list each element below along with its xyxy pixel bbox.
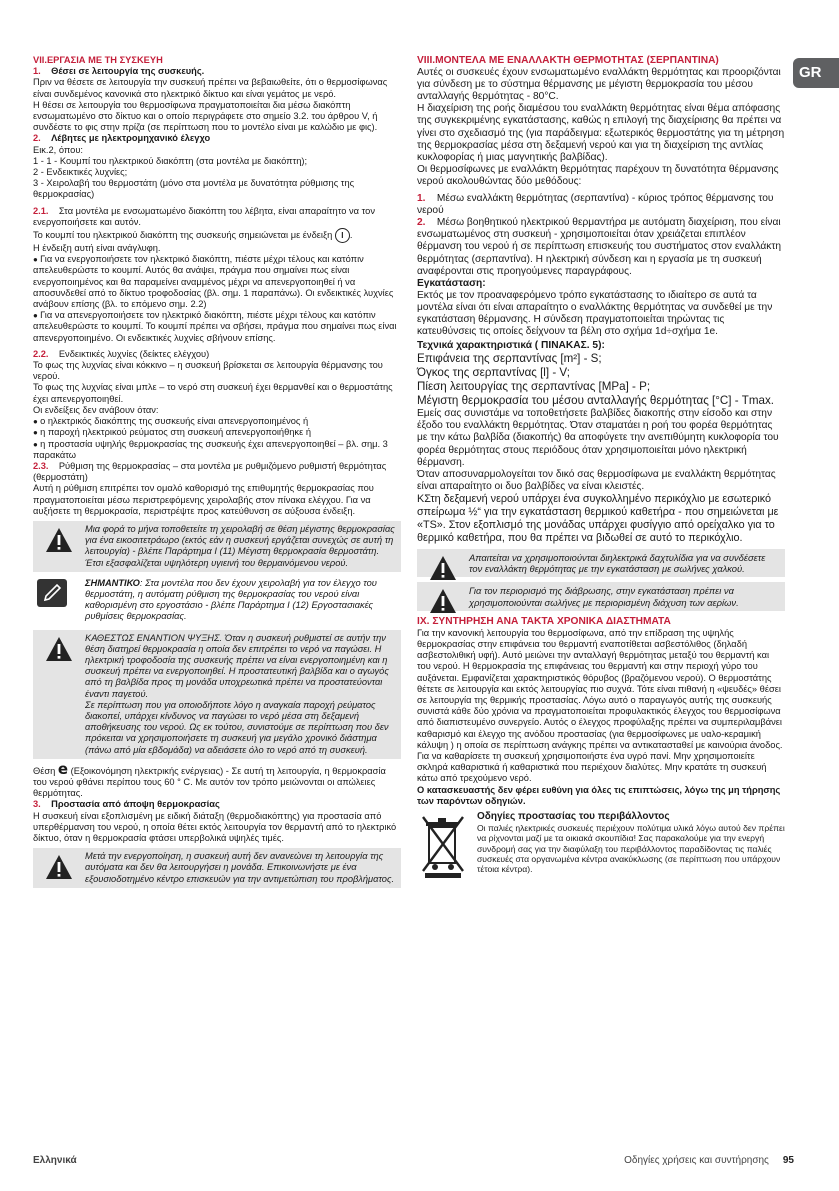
- warning-text: ΚΑΘΕΣΤΩΣ ΕΝΑΝΤΙΟΝ ΨΥΞΗΣ. Όταν η συσκευή ρυθμιστεί σε αυτήν την θέση διατηρεί θερμοκρασία η οποία δεν επιτρέπει το νερό να παγώσει. Η ηλεκτρική τροφοδοσία της συσκευής πρέπει να είναι ενεργοποιημένη και η συσκευή πρέπει να ενεργοποιηθεί. Η προστατευτική βαλβίδα και ο αγωγός από τη βαλβίδα προς τη μονάδα υποχρεωτικά πρέπει να προστατεύονται έναντι παγετού.: [85, 632, 389, 699]
- subheading: Εγκατάσταση:: [417, 277, 486, 289]
- paragraph: Το φως της λυχνίας είναι μπλε – το νερό στη συσκευή έχει θερμανθεί και ο θερμοστάτης έχει απενεργοποιηθεί.: [33, 382, 393, 404]
- list-item: ● Για να απενεργοποιήσετε τον ηλεκτρικό διακόπτη, πιέστε μέχρι τέλους και κατόπιν απελευθερώστε το κουμπί. Το κουμπί πρέπει να σβήσει, πράγμα που σημαίνει πως είναι απενεργοποιημένο. Οι ενδεικτικές λυχνίες σβήνουν επίσης.: [33, 310, 401, 344]
- disclaimer: Ο κατασκευαστής δεν φέρει ευθύνη για όλες τις επιπτώσεις, λόγω της μη τήρησης των παρόντων οδηγιών.: [417, 784, 781, 806]
- list-item: ● η παροχή ηλεκτρικού ρεύματος στη συσκευή απενεργοποιήθηκε ή: [33, 427, 401, 438]
- warning-icon: [45, 527, 73, 553]
- left-column: [33, 55, 401, 893]
- paragraph: Θέση e (Εξοικονόμηση ηλεκτρικής ενέργειας) - Σε αυτή τη λειτουργία, η θερμοκρασία του νερού φθάνει περίπου τους 60 ° C. Με αυτόν τον τρόπο μειώνονται οι απώλειες θερμότητας.: [33, 759, 386, 799]
- warning-box: [417, 582, 785, 610]
- warning-icon: [45, 854, 73, 880]
- warning-text: Σε περίπτωση που για οποιοδήποτε λόγο η αναγκαία παροχή ρεύματος διακοπεί, υπάρχει κίνδυνος να παγώσει το νερό μέσα στη δεξαμενή αποθήκευσης του νερού. Ως εκ τούτου, συνιστούμε σε περίπτωση που δεν πρόκειται να χρησιμοποιήσετε τη συσκευή για μεγάλο χρονικό διάστημα (πάνω από μία εβδομάδα) να αδειάσετε όλο το νερό από τη συσκευή.: [85, 699, 389, 755]
- paragraph: Για να καθαρίσετε τη συσκευή χρησιμοποιήστε ένα υγρό πανί. Μην χρησιμοποιείτε σκληρά καθαριστικά ή καθαριστικά που περιέχουν διαλύτες. Μην κρατάτε τη συσκευή κάτω από τρεχούμενο νερό.: [417, 751, 767, 784]
- warning-box: [33, 848, 401, 888]
- paragraph: 2.1. Στα μοντέλα με ενσωματωμένο διακόπτη του λέβητα, είναι απαραίτητο να τον ενεργοποιήσετε και αυτόν.: [33, 205, 375, 227]
- paragraph: Η διαχείριση της ροής διαμέσου του εναλλάκτη θερμότητας είναι θέμα απόφασης της συγκεκριμένης εγκατάστασης, καθώς η επιλογή της διαχείρισης θα πρέπει να γίνει στο σχεδιασμό της (για παράδειγμα: εξωτερικός θερμοστάτης για τη μέτρηση της θερμοκρασίας μέσα στη δεξαμενή νερού και για τη διαχείριση της αντλίας κυκλοφορίας ή μιας μαγνητικής βαλβίδας).: [417, 103, 785, 163]
- paragraph: Το κουμπί του ηλεκτρικού διακόπτη της συσκευής σημειώνεται με ένδειξη I .: [33, 228, 401, 243]
- list-item: 1. Μέσω εναλλάκτη θερμότητας (σερπαντίνα) - κύριος τρόπος θέρμανσης του νερού: [417, 193, 774, 217]
- list-item: ● Για να ενεργοποιήσετε τον ηλεκτρικό διακόπτη, πιέστε μέχρι τέλους και κατόπιν απελευθερώστε το κουμπί. Αυτός θα ανάψει, πράγμα που σημαίνει πως είναι ενεργοποιημένος και θα παραμείνει αναμμένος μέχρι να απενεργοποιηθεί ή να αποσυνδεθεί από το δίκτυο τροφοδοσίας (βλ. σημ. 1 παραπάνω). Οι ενδεικτικές λυχνίες ανάβουν επίσης (βλ. το επόμενο σημ. 2.2): [33, 254, 401, 310]
- paragraph: Αυτή η ρύθμιση επιτρέπει τον ομαλό καθορισμό της επιθυμητής θερμοκρασίας που πραγματοποιείται μέσω περιστρεφόμενης χειρολαβής στον πίνακα ελέγχου. Για να αυξήσετε τη θερμοκρασία, περιστρέψτε προς κατεύθυνση σε αύξουσα ένδειξη.: [33, 483, 374, 516]
- paragraph: Πριν να θέσετε σε λειτουργία την συσκευή πρέπει να βεβαιωθείτε, ότι ο θερμοσίφωνας είναι συνδεμένος κανονικά στο ηλεκτρικό δίκτυο και είναι γεμάτος με νερό.: [33, 77, 388, 99]
- paragraph: Η θέσει σε λειτουργία του θερμοσίφωνα πραγματοποιείται δια μέσω διακόπτη ενσωματωμένο στο δίκτυο και ο οποίο περιγράφετε στο σημείο 3.2. του άρθρου V, ή συνδέστε το φις στην πρίζα (σε περίπτωση που το μοντέλο είναι με καλώδιο με φις).: [33, 99, 378, 133]
- list-item: 3 - Χειρολαβή του θερμοστάτη (μόνο στα μοντέλα με δυνατότητα ρύθμισης της θερμοκρασίας): [33, 178, 355, 200]
- eco-symbol: e: [57, 759, 69, 778]
- paragraph: Αυτές οι συσκευές έχουν ενσωματωμένο εναλλάκτη θερμότητας και προοριζόνται για σύνδεση με το σύστημα θέρμανσης με μέγιστη θερμοκρασία του μέσου ανταλλαγής θερμότητας - 80°C.: [417, 67, 781, 103]
- section-heading: IX. ΣΥΝΤΗΡΗΣΗ ΑΝΑ ΤΑΚΤΑ ΧΡΟΝΙΚΑ ΔΙΑΣΤΗΜΑΤΑ: [417, 615, 671, 627]
- subheading: 2. Λέβητες με ηλεκτρομηχανικό έλεγχο: [33, 133, 211, 144]
- important-note: [33, 577, 401, 625]
- warning-text: Απαιτείται να χρησιμοποιούνται διηλεκτρικά δαχτυλίδια για να συνδέσετε τον εναλλάκτη θερμότητας με την εγκατάσταση με σωλήνες χαλκού.: [469, 551, 766, 575]
- paragraph: 2.2. Ενδεικτικές λυχνίες (δείκτες ελέγχου): [33, 348, 210, 359]
- figure-caption: Εικ.2, όπου:: [33, 144, 83, 155]
- page-number: 95: [782, 1155, 794, 1166]
- list-item: ● η προστασία υψηλής θερμοκρασίας της συσκευής έχει απενεργοποιηθεί – βλ. σημ. 3 παρακάτω: [33, 439, 401, 461]
- power-icon: I: [335, 228, 350, 243]
- note-text: ΣΗΜΑΝΤΙΚΟ: Στα μοντέλα που δεν έχουν χειρολαβή για τον έλεγχο του θερμοστάτη, η αυτόματη ρύθμιση της θερμοκρασίας του νερού είναι καθορισμένη στο εργοστάσιο - βλέπε Παράρτημα I (12) Εργοστασιακές ρυθμίσεις θερμοκρασίας.: [85, 577, 377, 622]
- footer-language: Ελληνικά: [33, 1155, 77, 1166]
- warning-box: [33, 521, 401, 572]
- section-heading: VIII.ΜΟΝΤΕΛΑ ΜΕ ΕΝΑΛΛΑΚΤΗ ΘΕΡΜΟΤΗΤΑΣ (ΣΕΡΠΑΝΤΙΝΑ): [417, 55, 719, 66]
- paragraph: 2.3. Ρύθμιση της θερμοκρασίας – στα μοντέλα με ρυθμιζόμενο ρυθμιστή θερμότητας (θερμοστάτη): [33, 460, 387, 483]
- footer-manual-title: Οδηγίες χρήσεις και συντήρησης: [624, 1155, 769, 1166]
- list-item: 2. Μέσω βοηθητικού ηλεκτρικού θερμαντήρα με αυτόματη διαχείριση, που είναι ενσωματωμένος στη συσκευή - χρησιμοποιείται όταν χρειάζεται επιπλέον θέρμανση του νερού ή σε περίπτωση επισκευής του συστήματος στον εναλλάκτη θερμότητας (σερπαντίνα). Η ηλεκτρική σύνδεση και η εργασία με τη συσκευή αναφέρονται στις προηγούμενες παραγράφους.: [417, 217, 782, 277]
- section-heading: VII.ΕΡΓΑΣΙΑ ΜΕ ΤΗ ΣΥΣΚΕΥΗ: [33, 55, 163, 65]
- spec-line: Πίεση λειτουργίας της σερπαντίνας [MPa] - P;: [417, 380, 651, 394]
- spec-line: Μέγιστη θερμοκρασία του μέσου ανταλλαγής θερμότητας [°C] - Tmax.: [417, 394, 775, 408]
- warning-text: Για τον περιορισμό της διάβρωσης, στην εγκατάσταση πρέπει να χρησιμοποιούνται σωλήνες με περιορισμένη διάχυση των αερίων.: [469, 585, 739, 608]
- subheading: 1. Θέσει σε λειτουργία της συσκευής.: [33, 66, 205, 77]
- pencil-icon: [37, 579, 67, 607]
- subheading: Τεχνικά χαρακτηριστικά ( ΠΙΝΑΚΑΣ. 5):: [417, 340, 605, 352]
- footer-info: [624, 1155, 794, 1166]
- spec-line: Επιφάνεια της σερπαντίνας [m²] - S;: [417, 352, 602, 366]
- warning-box: [33, 630, 401, 759]
- paragraph: Εμείς σας συνιστάμε να τοποθετήσετε βαλβίδες διακοπής στην είσοδο και στην έξοδο του εναλλάκτη θερμότητας. Όταν σταματάει η ροή του φορέα θερμότητας με την κάτω βαλβίδα (διακοπής) θα αποφύγετε την ανεπιθύμητη κυκλοφορία του φορέα θερμότητας στους περιόδους όταν χρησιμοποιείται μόνο ηλεκτρική θέρμανση.: [417, 408, 779, 468]
- paragraph: Η συσκευή είναι εξοπλισμένη με ειδική διάταξη (θερμοδιακόπτης) για προστασία από υπερθέρμανση του νερού, η οποία θέτει εκτός λειτουργία τον θερμαντή από το ηλεκτρικό δίκτυο, όταν η θερμοκρασία φτάσει υπερβολικά υψηλές τιμές.: [33, 810, 397, 843]
- paragraph: Για την κανονική λειτουργία του θερμοσίφωνα, από την επίδραση της υψηλής θερμοκρασίας στην επιφάνεια του θερμαντή εναποτίθεται ασβεστόλιθος (δηλαδή ασβεστολιθική υφή). Αυτό μειώνει την ανταλλαγή θερμότητας μεταξύ του θερμαντή και του νερού. Η θερμοκρασία της επιφάνειας του θερμαντή και στην περιοχή γύρο του αυξάνεται. Εμφανίζεται χαρακτηριστικός θόρυβος (βραζόμενου νερού). Ο θερμοστάτης θέτετε σε λειτουργία και εκτός λειτουργίας πιο συχνά. Τότε είναι πιθανή η «ψευδές» θέσει σε λειτουργία της θερμικής προστασίας. Λόγω αυτό ο παραγωγός αυτής της συσκευής συνιστά κάθε δύο χρόνια να πραγματοποιείται προφυλακτικός έλεγχος του θερμοσίφωνα από διαπιστευμένο συνεργείο. Αυτός ο έλεγχος προφύλαξης πρέπει να συμπεριλαμβάνει καθαρισμό και έλεγχο της ανόδου προστασίας (για θερμοσίφωνες με υαλο-κεραμική κάλυψη ) η οποία σε περίπτωση ανάγκης πρέπει να αντικατασταθεί με καινούρια άνοδος.: [417, 627, 783, 750]
- warning-box: [417, 549, 785, 577]
- language-tab: GR: [793, 58, 839, 88]
- paragraph: Εκτός με τον προαναφερόμενο τρόπο εγκατάστασης το ιδιαίτερο σε αυτά τα μοντέλα είναι ότι είναι απαραίτητο ο εναλλάκτης θερμότητας να συνδεθεί με την εγκατάσταση θέρμανσης. Η σύνδεση πραγματοποιείται τηρώντας τις κατευθύνσεις τις οποίες δείχνουν τα βέλη στο σχήμα 1d÷σχήμα 1e.: [417, 289, 773, 338]
- list-item: ● ο ηλεκτρικός διακόπτης της συσκευής είναι απενεργοποιημένος ή: [33, 416, 401, 427]
- paragraph: Το φως της λυχνίας είναι κόκκινο – η συσκευή βρίσκεται σε λειτουργία θέρμανσης του νερού.: [33, 360, 383, 382]
- warning-icon: [429, 555, 457, 581]
- warning-icon: [429, 588, 457, 614]
- paragraph: ΚΣτη δεξαμενή νερού υπάρχει ένα συγκολλημένο περικόχλιο με εσωτερικό σπείρωμα ½“ για την εγκατάσταση θερμικού καθετήρα - που σημειώνεται με «TS». Στον εξοπλισμό της μονάδας υπάρχει φυσίγγιο από ορείχαλκο για το θερμικό καθετήρα, που θα πρέπει να βιδωθεί σε αυτό το περικόχλιο.: [417, 492, 779, 544]
- list-item: 1 - 1 - Κουμπί του ηλεκτρικού διακόπτη (στα μοντέλα με διακόπτη);: [33, 155, 308, 166]
- paragraph: Οι ενδείξεις δεν ανάβουν όταν:: [33, 404, 159, 415]
- subheading: 3. Προστασία από άποψη θερμοκρασίας: [33, 799, 220, 810]
- warning-text: Μια φορά το μήνα τοποθετείτε τη χειρολαβή σε θέση μέγιστης θερμοκρασίας για ένα εικοσιτετράωρο (εκτός εάν η συσκευή εργάζεται συνεχώς σε αυτή τη λειτουργία) - βλέπε Παράρτημα I (11) Μέγιστη θερμοκρασία θερμοστάτη. Έτσι εξασφαλίζεται υψηλότερη υγιεινή του θερμαινόμενου νερού.: [85, 523, 395, 568]
- environment-text: Οι παλιές ηλεκτρικές συσκευές περιέχουν πολύτιμα υλικά λόγω αυτού δεν πρέπει να ρίχνονται μαζί με τα οικιακά σκουπίδια! Σας παρακαλούμε για την ενεργή συνδρομή σας για την διαφύλαξη του περιβάλλοντος παραδίδοντας τις παλιές συσκευές στα οργανωμένα κέντρα ανακύκλωσης (σε περίπτωση που υπάρχουν τέτοια κέντρα).: [477, 823, 785, 874]
- paragraph: Όταν αποσυναρμολογείται τον δικό σας θερμοσίφωνα με εναλλάκτη θερμότητας είναι απαραίτητο οι δυο βαλβίδες να είναι κλειστές.: [417, 468, 776, 492]
- environment-title: Οδηγίες προστασίας του περιβάλλοντος: [477, 811, 670, 823]
- paragraph: Οι θερμοσίφωνες με εναλλάκτη θερμότητας παρέχουν τη δυνατότητα θέρμανσης νερού ακολουθώντας δύο μεθόδους:: [417, 163, 779, 187]
- crossed-bin-icon: [421, 813, 465, 879]
- list-item: 2 - Ενδεικτικές λυχνίες;: [33, 167, 128, 178]
- environment-note: [417, 811, 785, 881]
- paragraph: Η ένδειξη αυτή είναι ανάγλυφη.: [33, 243, 161, 254]
- warning-icon: [45, 636, 73, 662]
- spec-line: Όγκος της σερπαντίνας [l] - V;: [417, 366, 570, 380]
- warning-text: Μετά την ενεργοποίηση, η συσκευή αυτή δεν ανανεώνει τη λειτουργία της αυτόματα και δεν θα λειτουργήσει η μονάδα. Επικοινωνήστε με ένα εξουσιοδοτημένο κέντρο επισκευών για την αντιμετώπιση του προβλήματος.: [85, 851, 395, 884]
- right-column: [417, 55, 785, 881]
